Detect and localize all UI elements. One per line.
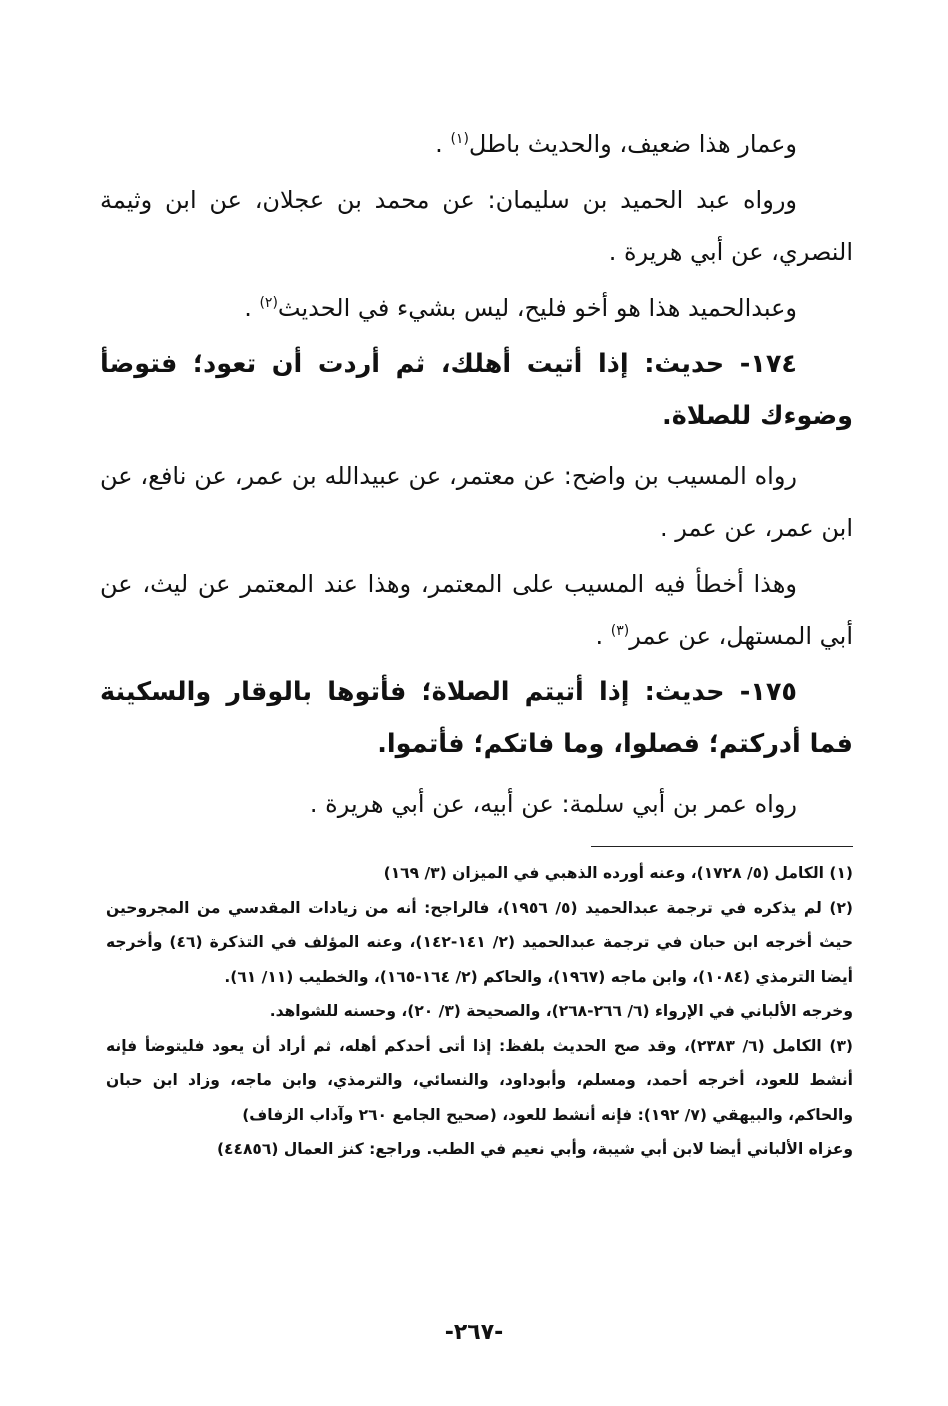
footnote-3-continued: وعزاه الألباني أيضا لابن أبي شيبة، وأبي نعيم في الطب. وراجع: كنز العمال (٤٤٨٥٦)	[216, 1140, 853, 1158]
paragraph-text: رواه عمر بن أبي سلمة: عن أبيه، عن أبي هريرة .	[309, 790, 797, 818]
paragraph-end: .	[595, 622, 611, 650]
footnote-3: (٣) الكامل (٦/ ٢٣٨٣)، وقد صح الحديث بلفظ: إذا أتى أحدكم أهله، ثم أراد أن يعود فليتوضأ فإنه أنشط للعود، أخرجه أحمد، ومسلم، وأبوداود، والنسائي، والترمذي، وابن ماجه، وزاد ابن حبان والحاكم، والبيهقي (٧/ ١٩٢): فإنه أنشط للعود، (صحيح الجامع ٢٦٠ وآداب الزفاف)	[106, 1036, 854, 1124]
paragraph-end: .	[435, 130, 451, 158]
paragraph-umar-narration	[100, 778, 853, 830]
paragraph-abdulhamid-narration	[100, 174, 853, 278]
paragraph-musayyab-narration	[100, 450, 853, 554]
paragraph-text: وهذا أخطأ فيه المسيب على المعتمر، وهذا عند المعتمر عن ليث، عن أبي المستهل، عن عمر	[100, 570, 853, 650]
footnote-marker-3: (٣)	[610, 623, 630, 639]
footnote-2-continued: وخرجه الألباني في الإرواء (٦/ ٢٦٦-٢٦٨)، والصحيحة (٣/ ٢٠)، وحسنه للشواهد.	[269, 1002, 853, 1020]
footnote-2: (٢) لم يذكره في ترجمة عبدالحميد (٥/ ١٩٥٦)، فالراجح: أنه من زيادات المقدسي من المجروحين حيث أخرجه ابن حبان في ترجمة عبدالحميد (٢/ ١٤١-١٤٢)، وعنه المؤلف في التذكرة (٤٦) وأخرجه أيضا الترمذي (١٠٨٤)، وابن ماجه (١٩٦٧)، والحاكم (٢/ ١٦٤-١٦٥)، والخطيب (١١/ ٦١).	[106, 898, 854, 986]
footnote-marker-1: (١)	[450, 131, 469, 147]
paragraph-musayyab-error	[100, 558, 853, 662]
paragraph-text: وعمار هذا ضعيف، والحديث باطل	[468, 130, 797, 158]
footnote-marker-2: (٢)	[259, 295, 278, 311]
paragraph-end: .	[244, 294, 260, 322]
main-text	[100, 118, 853, 830]
paragraph-text: رواه المسيب بن واضح: عن معتمر، عن عبيدالله بن عمر، عن نافع، عن ابن عمر، عن عمر .	[100, 462, 853, 542]
page-number: -٢٦٧-	[444, 1320, 504, 1345]
hadith-175-heading: ١٧٥- حديث: إذا أتيتم الصلاة؛ فأتوها بالوقار والسكينة فما أدركتم؛ فصلوا، وما فاتكم؛ فأتموا.	[100, 677, 853, 759]
paragraph-ammar	[100, 118, 853, 170]
footnote-separator	[591, 846, 853, 847]
hadith-174-heading: ١٧٤- حديث: إذا أتيت أهلك، ثم أردت أن تعود؛ فتوضأ وضوءك للصلاة.	[100, 349, 853, 431]
footnotes	[106, 856, 853, 1167]
paragraph-text: وعبدالحميد هذا هو أخو فليح، ليس بشيء في الحديث	[277, 294, 797, 322]
page-body	[100, 118, 853, 834]
paragraph-text: ورواه عبد الحميد بن سليمان: عن محمد بن عجلان، عن ابن وثيمة النصري، عن أبي هريرة .	[100, 186, 853, 266]
paragraph-abdulhamid-brother	[100, 282, 853, 334]
footnote-1: (١) الكامل (٥/ ١٧٢٨)، وعنه أورده الذهبي في الميزان (٣/ ١٦٩)	[383, 864, 853, 882]
